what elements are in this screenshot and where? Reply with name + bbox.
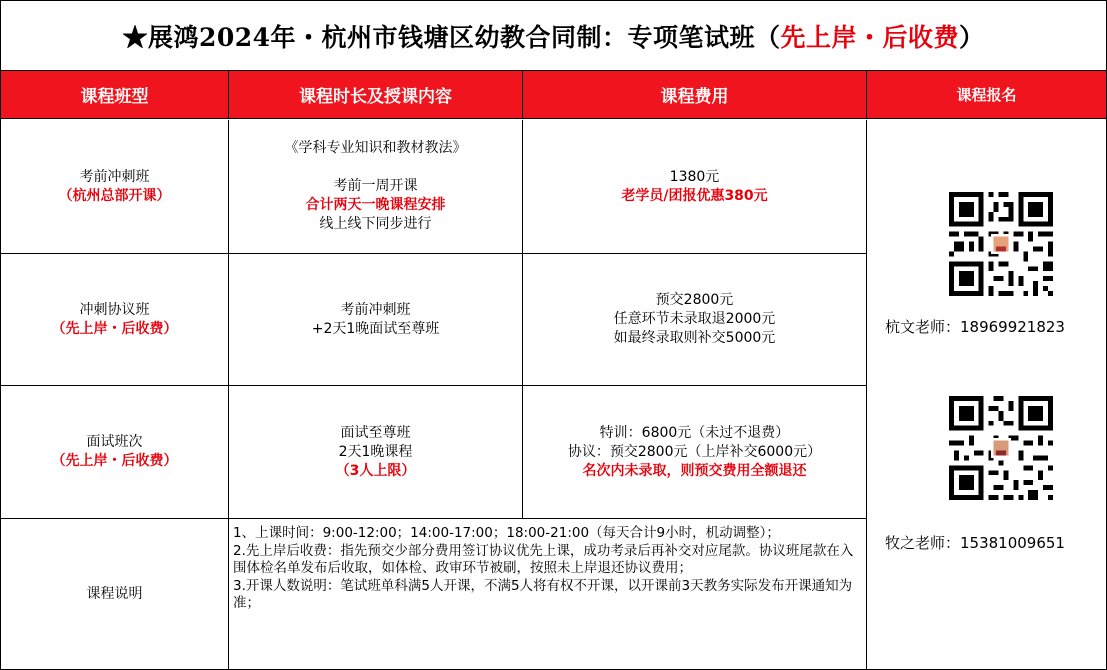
notes-label-text: 课程说明 [86, 585, 143, 602]
row-3-fee-line: 特训：6800元（未过不退费） [599, 424, 790, 441]
row-2-fee-line: 预交2800元 [655, 292, 734, 308]
row-1-fee-discount: 老学员/团报优惠380元 [621, 187, 768, 204]
row-2-content-line: 考前冲刺班 [340, 301, 411, 318]
notes-line: 2.先上岸后收费：指先预交少部分费用签订协议优先上课，成功考录后再补交对应尾款。协议班尾款在入围体检名单发布后收取，如体检、政审环节被刷，按照未上岸退还协议费用； [233, 542, 854, 576]
notes-label [1, 519, 229, 669]
row-3-content-line: 2天1晚课程 [338, 443, 413, 460]
contact-teacher-1[interactable]: 杭文老师：18969921823 [885, 318, 1065, 336]
row-2-fee-line: 如最终录取则补交5000元 [613, 330, 776, 346]
row-2-type-name: 冲刺协议班 [79, 301, 150, 318]
page-title [1, 1, 1106, 71]
row-1-content-line: 线上线下同步进行 [319, 216, 432, 232]
qr-code-icon[interactable] [949, 192, 1053, 296]
row-1-content-line: 《学科专业知识和教材教法》 [284, 140, 467, 156]
row-3-fee-refund: 名次内未录取，则预交费用全额退还 [582, 462, 807, 479]
row-1-content-line: 考前一周开课 [333, 178, 418, 194]
title-tail: ） [959, 22, 985, 52]
header-signup: 课程报名 [867, 71, 1106, 119]
row-2-type-note: （先上岸・后收费） [51, 320, 178, 337]
row-1-fee-price: 1380元 [669, 168, 720, 185]
notes-content [229, 519, 867, 669]
signup-column [867, 120, 1106, 669]
title-highlight: 先上岸・后收费 [780, 22, 960, 52]
row-2-fee [523, 254, 867, 386]
row-3-fee [523, 386, 867, 519]
notes-line: 1、上课时间：9:00-12:00；14:00-17:00；18:00-21:00（每天合计9小时，机动调整）； [233, 525, 780, 541]
row-3-fee-line: 协议：预交2800元（上岸补交6000元） [567, 443, 822, 460]
row-2-content-line: +2天1晚面试至尊班 [311, 320, 440, 337]
row-1-type-note: （杭州总部开课） [58, 187, 171, 204]
title-main: ★展鸿2024年・杭州市钱塘区幼教合同制：专项笔试班（ [122, 22, 781, 52]
row-2-content [229, 254, 523, 386]
header-course-fee: 课程费用 [523, 71, 867, 119]
row-2-fee-line: 任意环节未录取退2000元 [613, 311, 776, 327]
row-3-type-name: 面试班次 [86, 434, 143, 450]
header-course-content: 课程时长及授课内容 [229, 71, 523, 119]
row-1-fee [523, 120, 867, 254]
row-3-type [1, 386, 229, 519]
row-1-type [1, 120, 229, 254]
row-2-type [1, 254, 229, 386]
row-1-type-name: 考前冲刺班 [79, 168, 150, 185]
row-1-content [229, 120, 523, 254]
contact-teacher-2[interactable]: 牧之老师：15381009651 [885, 534, 1065, 552]
row-3-content-highlight: （3人上限） [335, 462, 416, 479]
row-3-type-note: （先上岸・后收费） [51, 453, 178, 469]
row-1-content-highlight: 合计两天一晚课程安排 [305, 197, 446, 213]
row-3-content [229, 386, 523, 519]
notes-line: 3.开课人数说明：笔试班单科满5人开课，不满5人将有权不开课，以开课前3天教务实际发布开课通知为准； [233, 577, 853, 611]
row-3-content-line: 面试至尊班 [340, 424, 411, 441]
qr-code-icon[interactable] [949, 396, 1053, 500]
header-course-type: 课程班型 [1, 71, 229, 119]
